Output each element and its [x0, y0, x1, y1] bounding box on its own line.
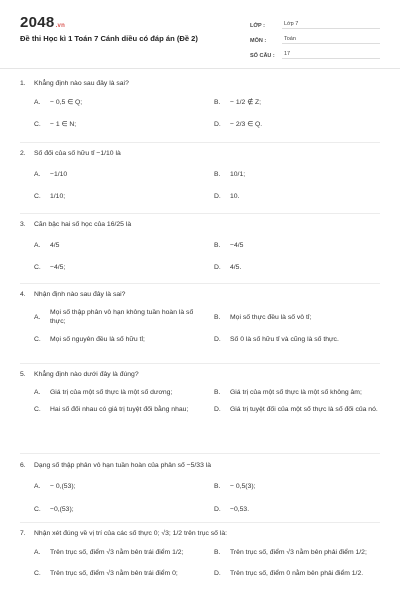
option-letter: A.: [34, 242, 41, 250]
option-text: Mọi số thập phân vô hạn không tuần hoàn là số thực;: [50, 309, 194, 326]
exam-meta: [250, 14, 380, 59]
option-b[interactable]: [214, 482, 386, 491]
option-b[interactable]: [214, 241, 386, 250]
option-c[interactable]: [34, 192, 206, 201]
option-b[interactable]: [214, 388, 386, 397]
question-number: 7.: [20, 530, 26, 537]
question-1: [20, 80, 380, 129]
option-d[interactable]: [214, 569, 386, 578]
option-letter: B.: [214, 242, 221, 250]
question-divider: [20, 213, 380, 214]
option-a[interactable]: [34, 388, 206, 397]
question-text: Số đối của số hữu tỉ −1/10 là: [34, 150, 121, 157]
meta-key: SỐ CÂU :: [250, 53, 275, 59]
option-a[interactable]: [34, 241, 206, 250]
question-text: Căn bậc hai số học của 16/25 là: [34, 221, 132, 228]
option-text: −1/10: [50, 171, 68, 178]
option-letter: D.: [214, 406, 221, 414]
option-text: Trên trục số, điểm √3 nằm bên trái điểm 0;: [50, 570, 178, 578]
option-letter: A.: [34, 99, 41, 107]
option-text: − 2/3 ∈ Q.: [230, 121, 263, 129]
question-divider: [20, 363, 380, 364]
option-letter: C.: [34, 193, 41, 201]
meta-row-grade: [250, 14, 380, 29]
option-text: Giá trị của một số thực là một số không âm;: [230, 389, 362, 396]
option-text: Trên trục số, điểm 0 nằm bên phải điểm 1/2.: [230, 570, 364, 578]
option-text: −4/5: [230, 242, 244, 249]
question-divider: [20, 522, 380, 523]
question-number: 3.: [20, 221, 26, 228]
option-letter: D.: [214, 193, 221, 201]
option-d[interactable]: [214, 192, 386, 201]
option-c[interactable]: [34, 405, 206, 414]
meta-key: LỚP :: [250, 23, 265, 29]
option-text: − 0,5 ∈ Q;: [50, 99, 83, 106]
option-letter: A.: [34, 483, 41, 491]
option-text: − 1 ∈ N;: [50, 121, 77, 129]
option-letter: A.: [34, 549, 41, 557]
question-4: [20, 291, 380, 345]
option-d[interactable]: [214, 335, 386, 344]
option-letter: A.: [34, 313, 41, 321]
meta-row-count: [250, 44, 380, 59]
option-text: − 0,5(3);: [230, 483, 256, 490]
option-letter: B.: [214, 313, 221, 321]
question-number: 6.: [20, 462, 26, 469]
option-text: Mọi số nguyên đều là số hữu tỉ;: [50, 336, 145, 344]
option-letter: A.: [34, 389, 41, 397]
option-a[interactable]: [34, 170, 206, 179]
option-letter: D.: [214, 506, 221, 514]
option-letter: C.: [34, 121, 41, 129]
option-text: −0,53.: [230, 506, 250, 514]
question-5: [20, 371, 380, 414]
meta-key: MÔN :: [250, 38, 267, 44]
option-c[interactable]: [34, 505, 206, 514]
question-text: Dạng số thập phân vô hạn tuần hoàn của phân số −5/33 là: [34, 462, 212, 469]
option-text: 4/5: [50, 242, 60, 249]
option-a[interactable]: [34, 98, 206, 107]
option-letter: C.: [34, 264, 41, 272]
logo-main: 2048: [20, 14, 55, 31]
option-text: − 1/2 ∉ Z;: [230, 99, 262, 106]
page-header: [0, 0, 400, 72]
option-b[interactable]: [214, 308, 386, 326]
option-text: Mọi số thực đều là số vô tỉ;: [230, 313, 312, 321]
question-number: 4.: [20, 291, 26, 298]
option-text: −4/5;: [50, 264, 66, 272]
option-text: Giá trị của một số thực là một số dương;: [50, 389, 173, 396]
option-text: 10/1;: [230, 171, 246, 178]
option-b[interactable]: [214, 98, 386, 107]
question-text: Nhận xét đúng về vị trí của các số thực 0; √3; 1/2 trên trục số là:: [34, 530, 228, 537]
option-text: 1/10;: [50, 193, 66, 201]
option-letter: D.: [214, 121, 221, 129]
question-7: [20, 530, 380, 578]
option-b[interactable]: [214, 548, 386, 557]
option-d[interactable]: [214, 405, 386, 414]
option-text: 10.: [230, 193, 240, 201]
question-6: [20, 462, 380, 514]
question-number: 5.: [20, 371, 26, 378]
option-a[interactable]: [34, 482, 206, 491]
option-letter: C.: [34, 336, 41, 344]
option-text: Trên trục số, điểm √3 nằm bên phải điểm 1/2;: [230, 549, 367, 556]
meta-row-subject: [250, 29, 380, 44]
option-d[interactable]: [214, 120, 386, 129]
option-letter: D.: [214, 570, 221, 578]
option-letter: C.: [34, 406, 41, 414]
option-text: − 0,(53);: [50, 483, 76, 490]
option-letter: B.: [214, 99, 221, 107]
option-text: 4/5.: [230, 264, 242, 272]
question-text: Khẳng định nào dưới đây là đúng?: [34, 371, 139, 378]
option-letter: B.: [214, 549, 221, 557]
question-3: [20, 221, 380, 272]
option-c[interactable]: [34, 335, 206, 344]
option-d[interactable]: [214, 505, 386, 514]
logo-suffix: .vn: [55, 23, 66, 29]
question-divider: [20, 283, 380, 284]
question-divider: [20, 453, 380, 454]
option-text: Số 0 là số hữu tỉ và cũng là số thực.: [230, 336, 339, 344]
question-number: 2.: [20, 150, 26, 157]
option-c[interactable]: [34, 569, 206, 578]
meta-value: Lớp 7: [282, 21, 380, 29]
option-a[interactable]: [34, 548, 206, 557]
option-letter: B.: [214, 483, 221, 491]
option-letter: C.: [34, 570, 41, 578]
option-text: Hai số đối nhau có giá trị tuyệt đối bằng nhau;: [50, 406, 189, 414]
option-c[interactable]: [34, 263, 206, 272]
option-b[interactable]: [214, 170, 386, 179]
site-logo[interactable]: [20, 14, 65, 31]
meta-value: 17: [282, 51, 380, 59]
question-2: [20, 150, 380, 201]
option-letter: D.: [214, 336, 221, 344]
option-letter: B.: [214, 389, 221, 397]
question-text: Nhận định nào sau đây là sai?: [34, 291, 126, 298]
question-number: 1.: [20, 80, 26, 87]
option-c[interactable]: [34, 120, 206, 129]
option-text: −0,(53);: [50, 506, 74, 514]
option-d[interactable]: [214, 263, 386, 272]
option-letter: A.: [34, 171, 41, 179]
option-letter: B.: [214, 171, 221, 179]
option-letter: C.: [34, 506, 41, 514]
page-title: Đề thi Học kì 1 Toán 7 Cánh diều có đáp án (Đề 2): [20, 34, 198, 43]
option-text: Giá trị tuyệt đối của một số thực là số đối của nó.: [230, 406, 378, 414]
option-text: Trên trục số, điểm √3 nằm bên trái điểm 1/2;: [50, 549, 184, 556]
option-a[interactable]: [34, 308, 206, 326]
meta-value: Toán: [282, 36, 380, 44]
question-text: Khẳng định nào sau đây là sai?: [34, 80, 129, 87]
header-divider: [0, 68, 400, 69]
question-divider: [20, 142, 380, 143]
option-letter: D.: [214, 264, 221, 272]
